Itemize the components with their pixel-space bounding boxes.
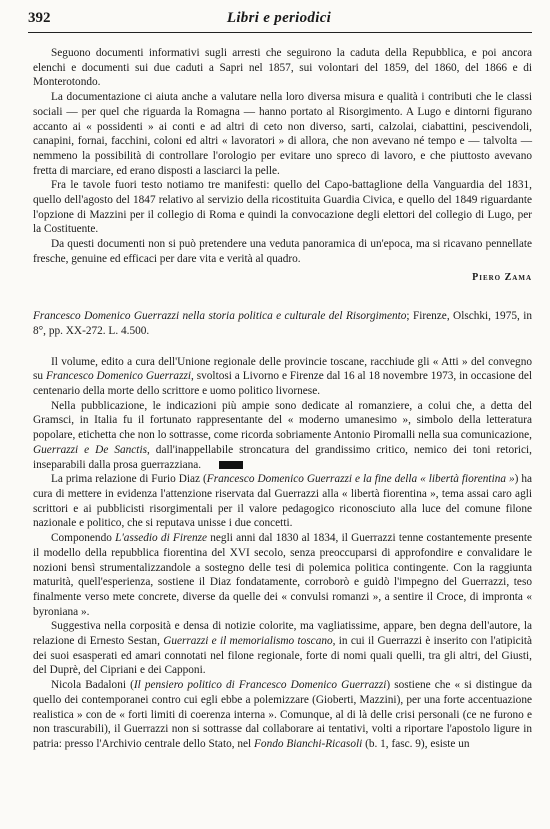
text-run: Nella pubblicazione, le indicazioni più ampie sono dedicate al romanziere, a colui che, a detta del Gramsci, in Italia fu il fortunato rappresentante del « moderno umanesimo », simbolo della letteratura popolare, etichetta che non lo sottrasse, come ricorda sobriamente Antonio Piromalli nella sua comunicazione, — [33, 399, 532, 442]
text-run: , in cui il Guerrazzi è inserito con l'atipicità dei suoi esasperati ed amari connotati nel filone regionale, forte di nomi quali quelli, tra gli altri, del Giusti, del Duprè, del Cipriani e dei Capponi. — [33, 635, 532, 677]
review2-paragraph-1 — [33, 355, 532, 399]
text-run: Componendo — [51, 532, 116, 545]
page-body — [33, 46, 532, 752]
book-title: Francesco Domenico Guerrazzi nella storia politica e culturale del Risorgimento — [33, 310, 407, 323]
review1-paragraph-1: Seguono documenti informativi sugli arresti che seguirono la caduta della Repubblica, e poi ancora elenchi e documenti sui due caduti a Sapri nel 1857, sui volontari del 1859, del 1860, del 1866 e di Monterotondo. — [33, 47, 532, 89]
page-number: 392 — [28, 10, 51, 26]
text-run: negli anni dal 1830 al 1834, il Guerrazzi tenne costantemente presente il modello della repubblica fiorentina del XVI secolo, senza preoccuparsi di approfondire e convalidare le nozioni bensì strumentalizzandole a sostegno delle tesi di polemica politica contingente. Con la raggiunta maturità, quell'esperienza, sostiene il Diaz fondatamente, corroborò e guidò l'impegno del Guerrazzi, teso finalmente verso mete concrete, diverse da quelle dei « convulsi romanzi », a sentire il Croce, di impronta « byroniana ». — [33, 532, 533, 618]
page-header — [28, 10, 530, 32]
italic-run: Fondo Bianchi-Ricasoli — [254, 737, 363, 750]
running-title: Libri e periodici — [226, 10, 332, 26]
book-publication-info: ; Firenze, Olschki, 1975, in 8°, pp. XX-272. L. 4.500. — [33, 310, 533, 337]
ink-mark — [219, 461, 243, 469]
italic-run: Il pensiero politico di Francesco Domenico Guerrazzi — [133, 679, 387, 692]
text-run: ) sostiene che « si distingue da quello dei contemporanei contro cui egli ebbe a polemizzare (Gioberti, Mazzini), per una forte accentuazione realistica » con de « forti limiti di coerenza interna ». Comunque, al di là delle crisi personali (ce ne furono e non trascurabili), il Guerrazzi non si sottrasse dal collaborare ai tentativi, volti a riportare l'apostolo ligure in patria: presso l'Archivio centrale dello Stato, nel — [33, 679, 533, 750]
italic-run: Francesco Domenico Guerrazzi e la fine della « libertà fiorentina » — [206, 473, 515, 486]
text-run: Nicola Badaloni ( — [51, 679, 134, 692]
review2-paragraph-2 — [33, 399, 532, 473]
review2-paragraph-3 — [33, 472, 532, 531]
review2-paragraph-4 — [33, 531, 532, 619]
review2-paragraph-5 — [33, 619, 532, 678]
review1-paragraph-4: Da questi documenti non si può pretendere una veduta panoramica di un'epoca, ma si ricavano pennellate fresche, genuine ed efficaci per dare vita e verità al quadro. — [33, 238, 532, 265]
italic-run: Guerrazzi e il memorialismo toscano — [163, 635, 333, 648]
text-run: , svoltosi a Livorno e Firenze dal 16 al 18 novembre 1973, in occasione del centenario della morte dello scrittore e uomo politico livornese. — [33, 370, 533, 398]
text-run: , dall'inappellabile stroncatura del grandissimo critico, nemico dei toni retorici, inseparabili dalla prosa guerrazziana. — [33, 443, 532, 471]
text-run: Suggestiva nella corposità e densa di notizie colorite, ma vagliatissime, appare, ben degna dell'autore, la relazione di Ernesto Sestan, — [33, 620, 532, 648]
text-run: (b. 1, fasc. 9), esiste un — [362, 737, 470, 750]
italic-run: Francesco Domenico Guerrazzi — [45, 370, 192, 383]
italic-run: Guerrazzi e De Sanctis — [33, 443, 147, 456]
text-run: Il volume, edito a cura dell'Unione regionale delle provincie toscane, racchiude gli « Atti » del convegno su — [33, 355, 532, 383]
header-rule — [28, 32, 532, 33]
italic-run: L'assedio di Firenze — [115, 532, 208, 545]
review2-paragraph-6 — [33, 678, 532, 752]
text-run: La prima relazione di Furio Diaz ( — [51, 473, 207, 486]
review2-heading — [33, 309, 532, 338]
review1-paragraph-2: La documentazione ci aiuta anche a valutare nella loro diversa misura e qualità i contributi che le classi sociali — per quel che riguarda la Romagna — hanno portato al Risorgimento. A Lugo e dintorni figurano accanto ai « possidenti » ai conti e ad altri di ceto non diverso, sarti, calzolai, ciabattini, pescivendoli, canapini, fornai, facchini, coloni ed altri « lavoratori » di allora, che non avevano né tempo e — talvolta — nemmeno la possibilità di controllare l'orologio per evitare uno spreco di lavoro, e che piuttosto avevano fretta di marciare, ed erano disposti a lasciarci la pelle. — [33, 91, 532, 177]
reviewer-signature: Piero Zama — [472, 271, 532, 283]
text-run: ) ha cura di mettere in evidenza l'attenzione riservata dal Guerrazzi alla « libertà fiorentina », tema assai caro agli scrittori e ai pubblicisti risorgimentali per il valore pedagogico riconosciuto alla luce del comune filone nazionale e politico, che si reputava unisse i due concetti. — [33, 473, 532, 530]
review1-paragraph-3: Fra le tavole fuori testo notiamo tre manifesti: quello del Capo-battaglione della Vanguardia del 1831, quello dell'agosto del 1847 relativo al servizio della ricostituita Guardia Civica, e quello del 1849 riguardante l'opzione di Mazzini per il collegio di Roma e quindi la convocazione degli elettori del collegio di Lugo, per la Costituente. — [33, 179, 532, 236]
